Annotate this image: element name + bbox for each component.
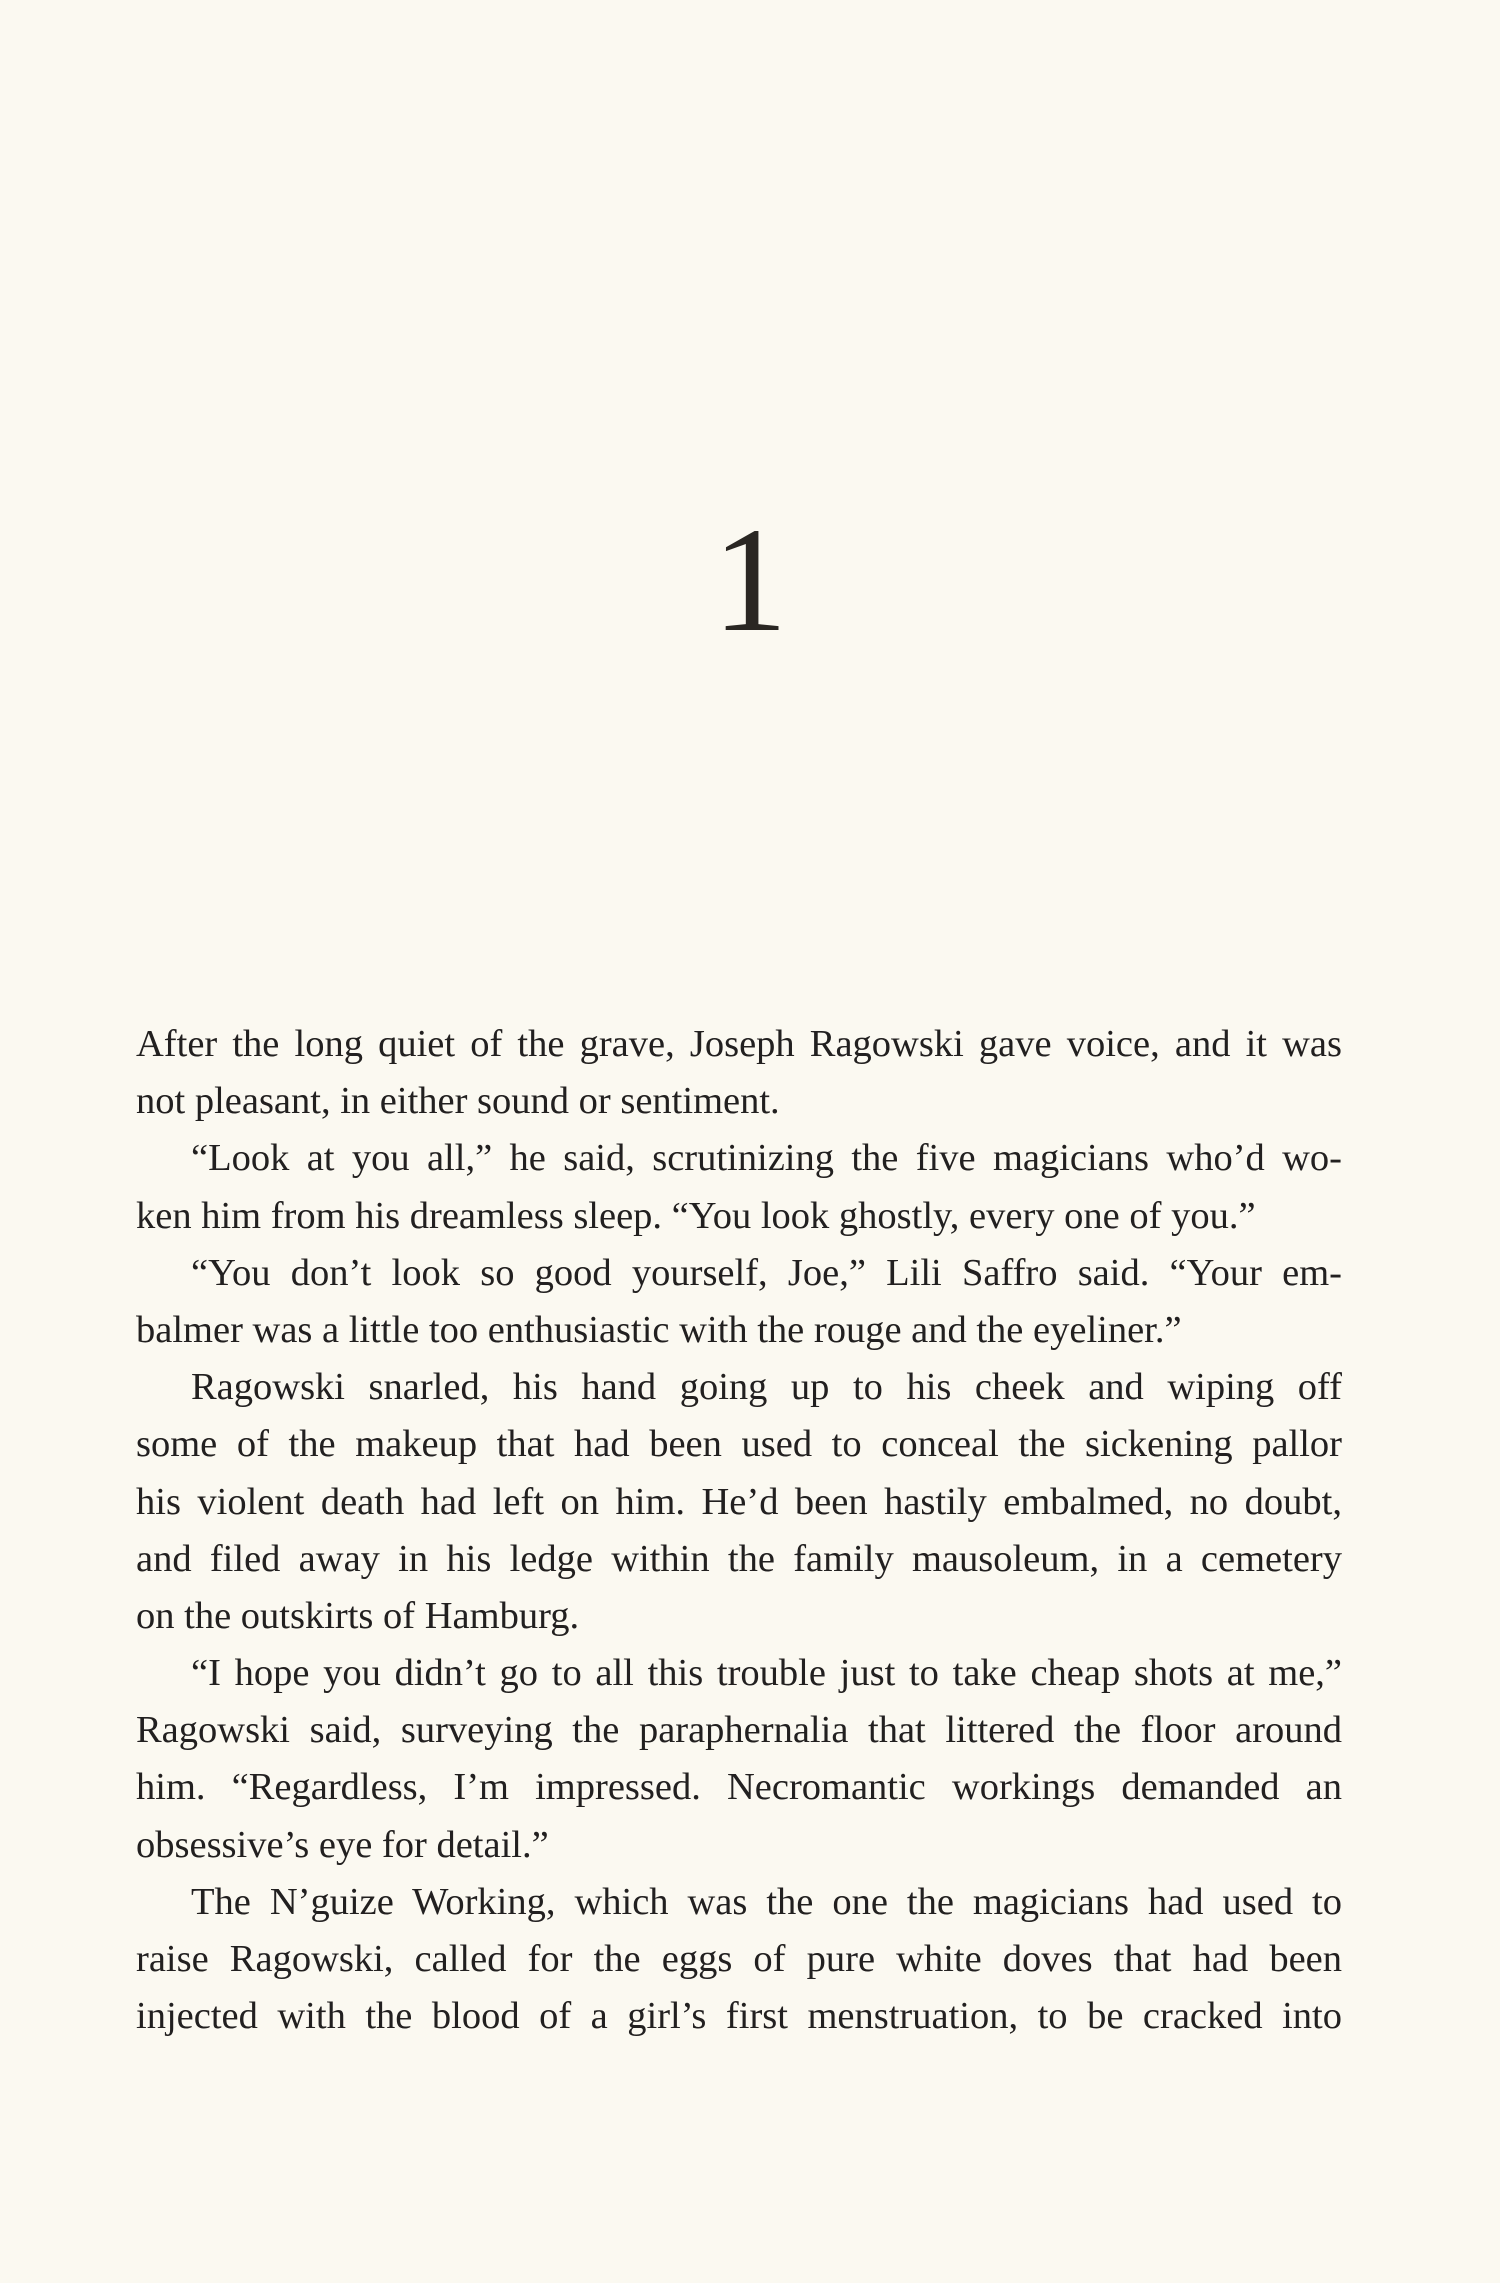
text-line: Ragowski snarled, his hand going up to his cheek and wiping off [191,1366,1342,1409]
chapter-number: 1 [712,497,788,663]
text-line: balmer was a little too enthusiastic with the rouge and the eyeliner.” [136,1308,1182,1351]
text-line: raise Ragowski, called for the eggs of pure white doves that had been [136,1938,1342,1980]
text-line: obsessive’s eye for detail.” [136,1823,549,1866]
text-line: “I hope you didn’t go to all this trouble just to take cheap shots at me,” [191,1652,1342,1695]
text-line: The N’guize Working, which was the one the magicians had used to [191,1880,1342,1923]
text-line: ken him from his dreamless sleep. “You look ghostly, every one of you.” [136,1194,1256,1237]
chapter-body-text [136,1016,1342,2045]
text-line: him. “Regardless, I’m impressed. Necromantic workings demanded an [136,1766,1342,1809]
text-line: not pleasant, in either sound or sentiment. [136,1080,780,1123]
text-line: “Look at you all,” he said, scrutinizing the five magicians who’d wo- [191,1137,1342,1180]
text-line: After the long quiet of the grave, Joseph Ragowski gave voice, and it was [136,1023,1342,1065]
text-line: and filed away in his ledge within the family mausoleum, in a cemetery [136,1537,1342,1580]
text-line: on the outskirts of Hamburg. [136,1594,580,1637]
text-line: some of the makeup that had been used to conceal the sickening pallor [136,1423,1342,1466]
text-line: “You don’t look so good yourself, Joe,” Lili Saffro said. “Your em- [191,1251,1342,1294]
text-line: his violent death had left on him. He’d been hastily embalmed, no doubt, [136,1480,1342,1523]
text-line: injected with the blood of a girl’s first menstruation, to be cracked into [136,1995,1342,2038]
text-line: Ragowski said, surveying the paraphernalia that littered the floor around [136,1709,1342,1752]
